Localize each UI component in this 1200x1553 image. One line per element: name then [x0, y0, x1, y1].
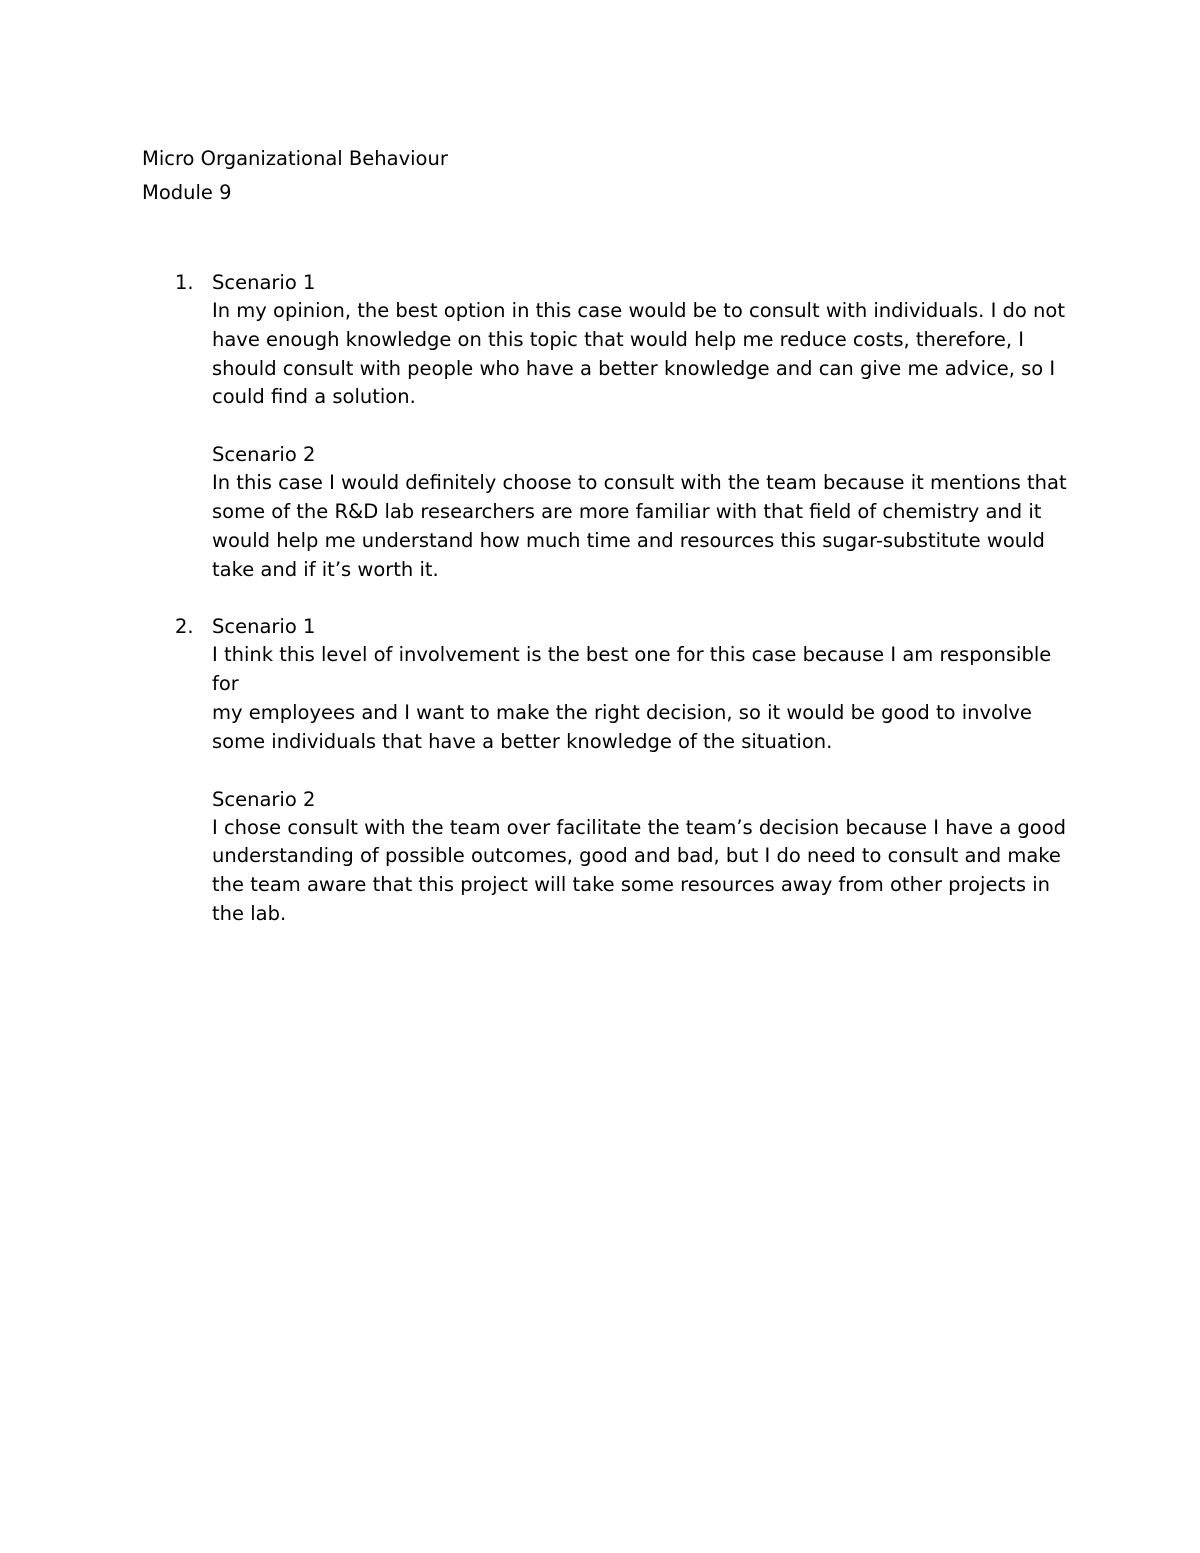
- list-marker: 1.: [175, 271, 194, 294]
- scenario-block: [212, 268, 1072, 412]
- scenario-text: I think this level of involvement is the best one for this case because I am responsible for my employees and I want to make the right decision, so it would be good to involve some individuals that have a better knowledge of the situation.: [212, 643, 1052, 753]
- scenario-text: I chose consult with the team over facilitate the team’s decision because I have a good understanding of possible outcomes, good and bad, but I do need to consult and make the team aware that this project will take some resources away from other projects in the lab.: [212, 815, 1067, 925]
- document-header: [142, 142, 1062, 210]
- scenario-block: [212, 612, 1072, 756]
- scenario-title: Scenario 1: [212, 271, 316, 294]
- module-label: Module 9: [142, 181, 232, 204]
- answer-list: [142, 268, 1072, 957]
- scenario-text: In this case I would definitely choose to consult with the team because it mentions that some of the R&D lab researchers are more familiar with that field of chemistry and it would help me understand how much time and resources this sugar-substitute would take and if it’s worth it.: [212, 471, 1067, 581]
- question-item-1: [142, 268, 1072, 584]
- course-title: Micro Organizational Behaviour: [142, 147, 448, 170]
- scenario-title: Scenario 1: [212, 615, 316, 639]
- scenario-title: Scenario 2: [212, 787, 316, 811]
- scenario-text: In my opinion, the best option in this case would be to consult with individuals. I do not have enough knowledge on this topic that would help me reduce costs, therefore, I should consult with people who have a better knowledge and can give me advice, so I could find a solution.: [212, 299, 1065, 409]
- scenario-title: Scenario 2: [212, 443, 316, 467]
- scenario-block: [212, 785, 1072, 929]
- list-marker: 2.: [175, 615, 194, 639]
- scenario-block: [212, 440, 1072, 584]
- question-item-2: [142, 612, 1072, 928]
